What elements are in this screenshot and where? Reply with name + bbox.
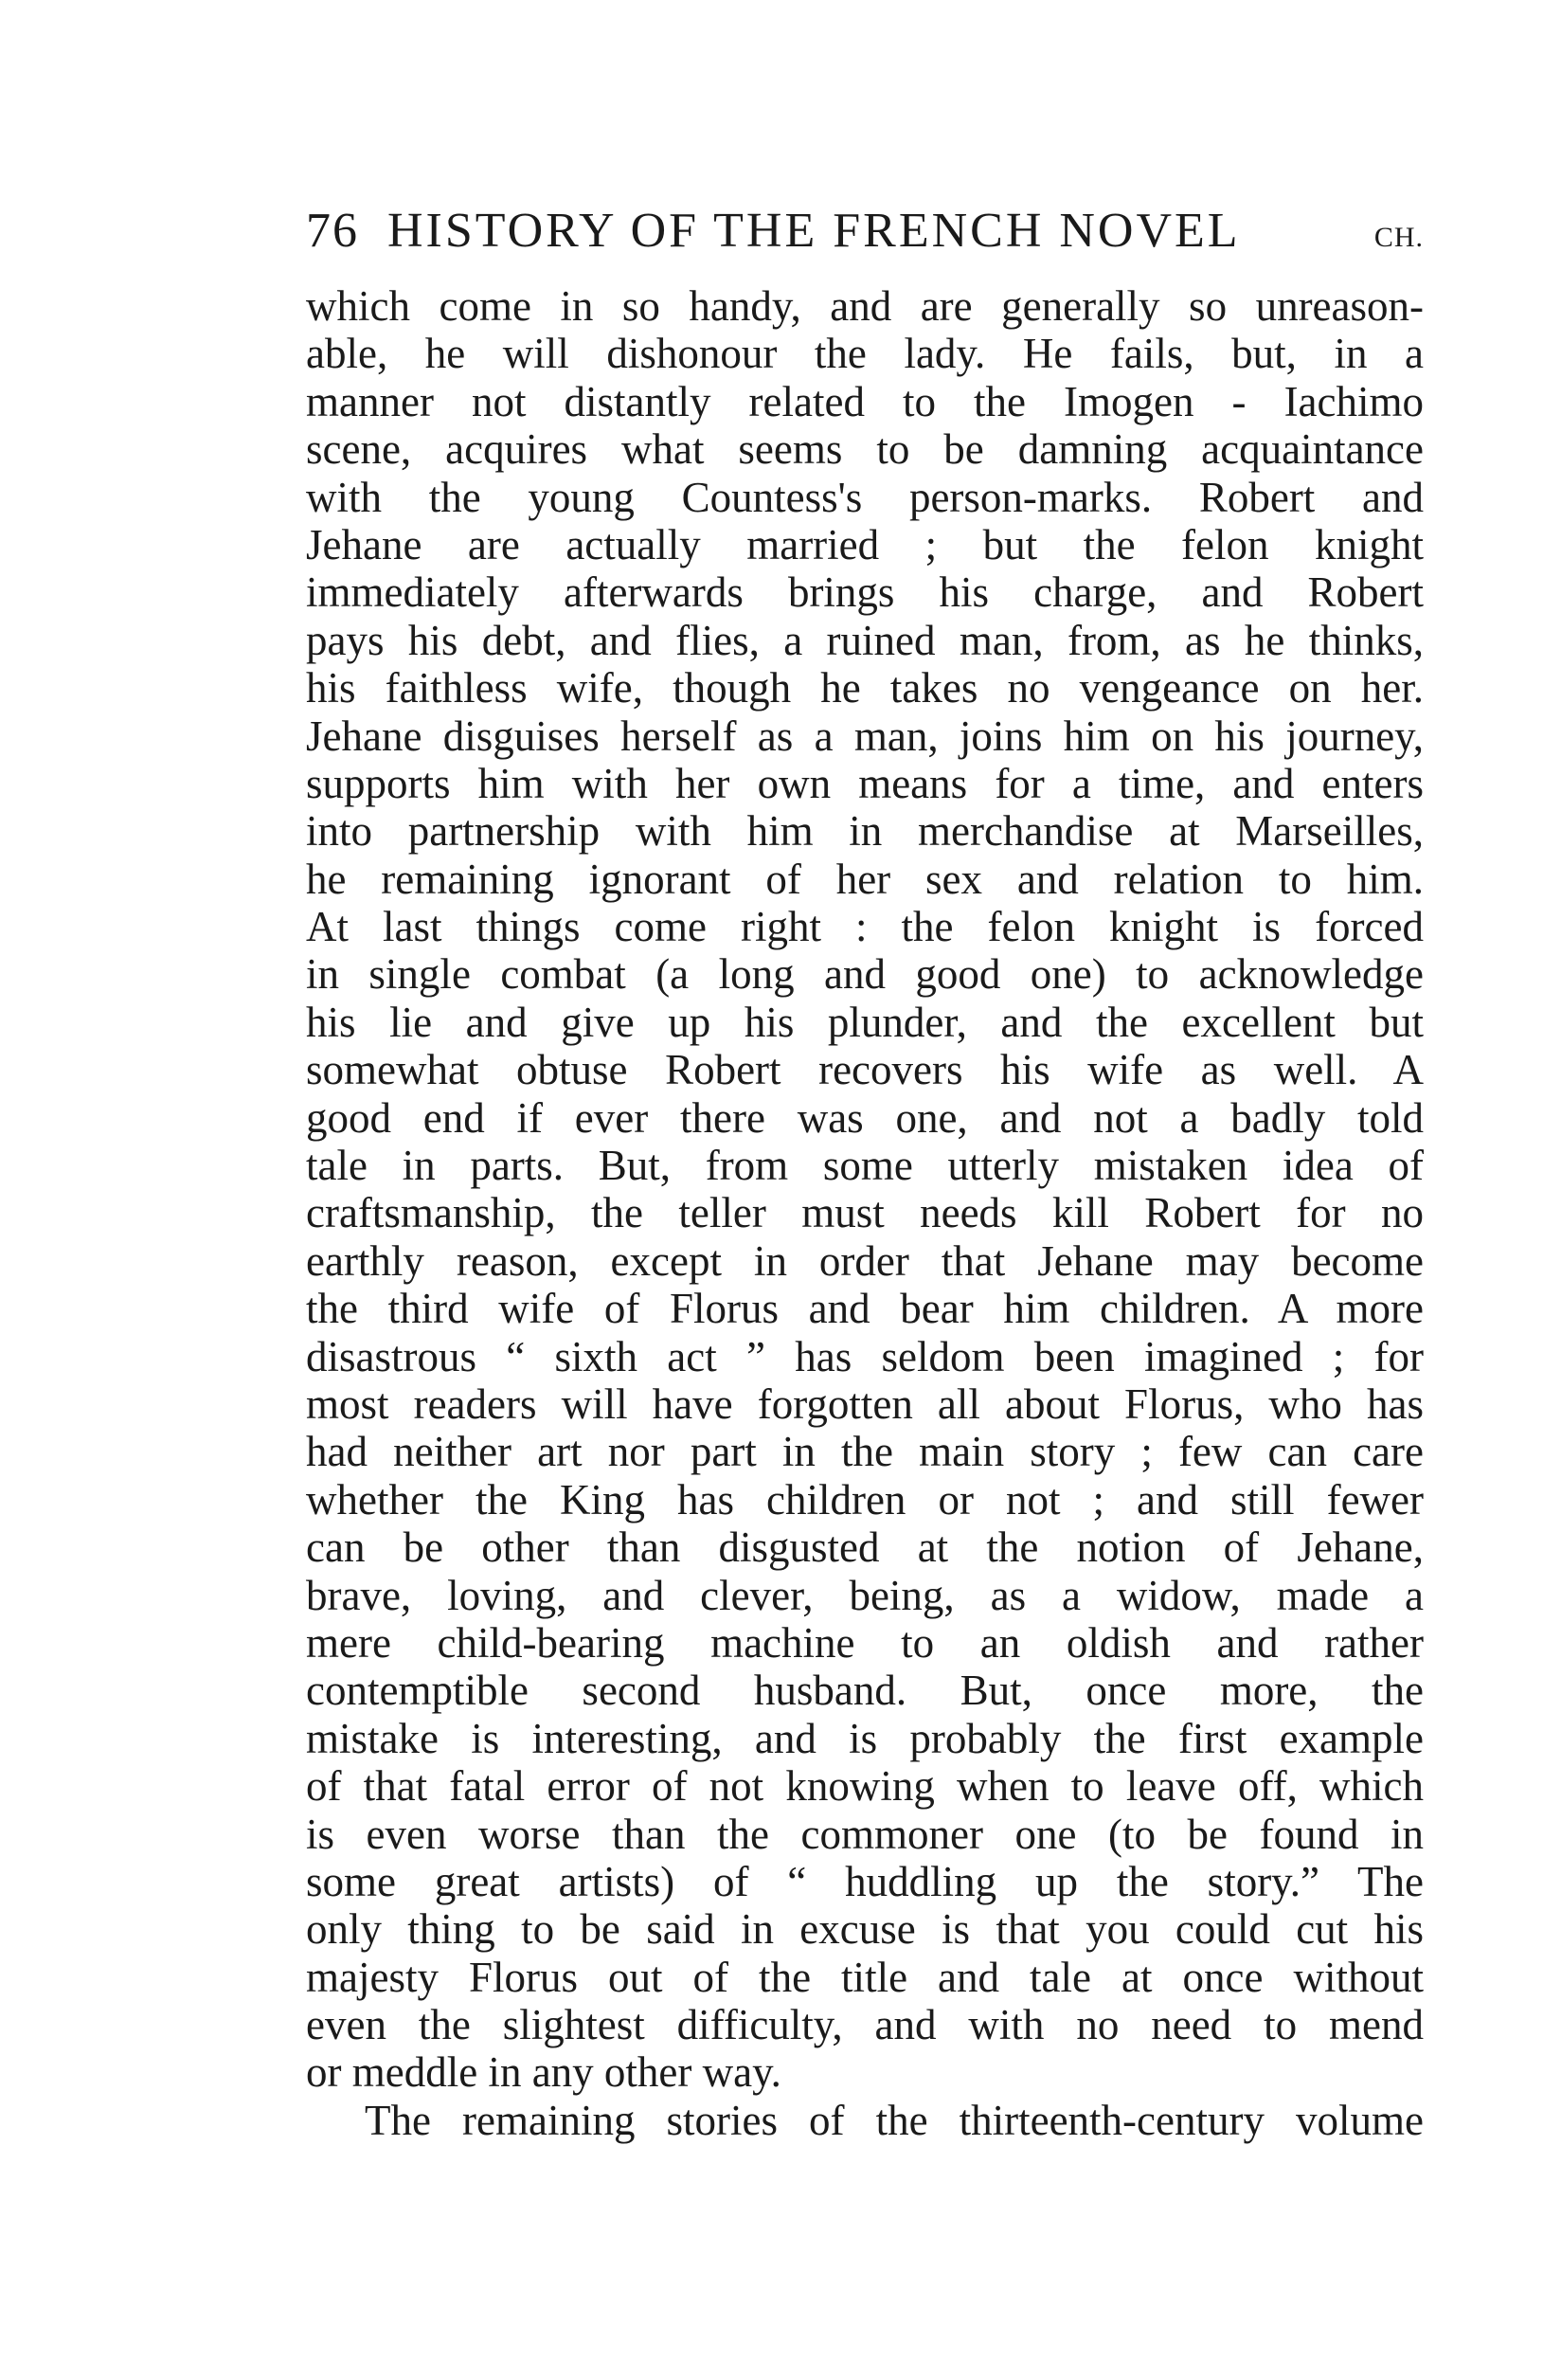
chapter-mark: CH. <box>1373 222 1424 253</box>
text-line: craftsmanship, the teller must needs kill Robert for no <box>306 1189 1424 1237</box>
running-head <box>306 203 1424 269</box>
text-line: had neither art nor part in the main story ; few can care <box>306 1428 1424 1476</box>
text-line: somewhat obtuse Robert recovers his wife as well. A <box>306 1046 1424 1094</box>
text-line: into partnership with him in merchandise at Marseilles, <box>306 807 1424 856</box>
text-line: pays his debt, and flies, a ruined man, from, as he thinks, <box>306 616 1424 664</box>
text-line: his lie and give up his plunder, and the excellent but <box>306 998 1424 1046</box>
text-line: his faithless wife, though he takes no vengeance on her. <box>306 664 1424 712</box>
text-line: mere child-bearing machine to an oldish and rather <box>306 1618 1424 1667</box>
text-line: good end if ever there was one, and not a badly told <box>306 1093 1424 1142</box>
text-line: immediately afterwards brings his charge, and Robert <box>306 568 1424 617</box>
text-line: earthly reason, except in order that Jehane may become <box>306 1236 1424 1285</box>
text-line: brave, loving, and clever, being, as a widow, made a <box>306 1571 1424 1619</box>
text-line: can be other than disgusted at the notion of Jehane, <box>306 1524 1424 1572</box>
text-line: he remaining ignorant of her sex and relation to him. <box>306 855 1424 903</box>
text-line: majesty Florus out of the title and tale at once without <box>306 1953 1424 2001</box>
body-text <box>306 282 1424 2144</box>
page-number: 76 <box>306 204 359 258</box>
text-line: manner not distantly related to the Imogen - Iachimo <box>306 377 1424 425</box>
text-line: Jehane are actually married ; but the felon knight <box>306 520 1424 568</box>
running-title: HISTORY OF THE FRENCH NOVEL <box>387 204 1241 258</box>
text-line: scene, acquires what seems to be damning acquaintance <box>306 425 1424 474</box>
text-line: even the slightest difficulty, and with no need to mend <box>306 2001 1424 2049</box>
text-line: able, he will dishonour the lady. He fails, but, in a <box>306 330 1424 378</box>
text-line: whether the King has children or not ; and still fewer <box>306 1475 1424 1524</box>
text-line: is even worse than the commoner one (to be found in <box>306 1810 1424 1858</box>
text-line: Jehane disguises herself as a man, joins him on his journey, <box>306 712 1424 760</box>
text-line: with the young Countess's person-marks. Robert and <box>306 473 1424 521</box>
text-line: supports him with her own means for a time, and enters <box>306 759 1424 807</box>
text-line: disastrous “ sixth act ” has seldom been imagined ; for <box>306 1332 1424 1380</box>
text-line: At last things come right : the felon knight is forced <box>306 903 1424 951</box>
text-line: only thing to be said in excuse is that you could cut his <box>306 1905 1424 1954</box>
text-line: the third wife of Florus and bear him children. A more <box>306 1285 1424 1333</box>
text-line: of that fatal error of not knowing when to leave off, which <box>306 1762 1424 1811</box>
paragraph-end-line: or meddle in any other way. <box>306 2048 781 2097</box>
text-line: most readers will have forgotten all about Florus, who has <box>306 1379 1424 1428</box>
text-line: which come in so handy, and are generally so unreason- <box>306 282 1424 330</box>
text-line: mistake is interesting, and is probably the first example <box>306 1714 1424 1762</box>
text-line: contemptible second husband. But, once more, the <box>306 1667 1424 1715</box>
paragraph-start-line: The remaining stories of the thirteenth-century volume <box>365 2096 1424 2144</box>
text-line: some great artists) of “ huddling up the story.” The <box>306 1857 1424 1905</box>
text-line: tale in parts. But, from some utterly mistaken idea of <box>306 1142 1424 1190</box>
text-line: in single combat (a long and good one) to acknowledge <box>306 950 1424 999</box>
